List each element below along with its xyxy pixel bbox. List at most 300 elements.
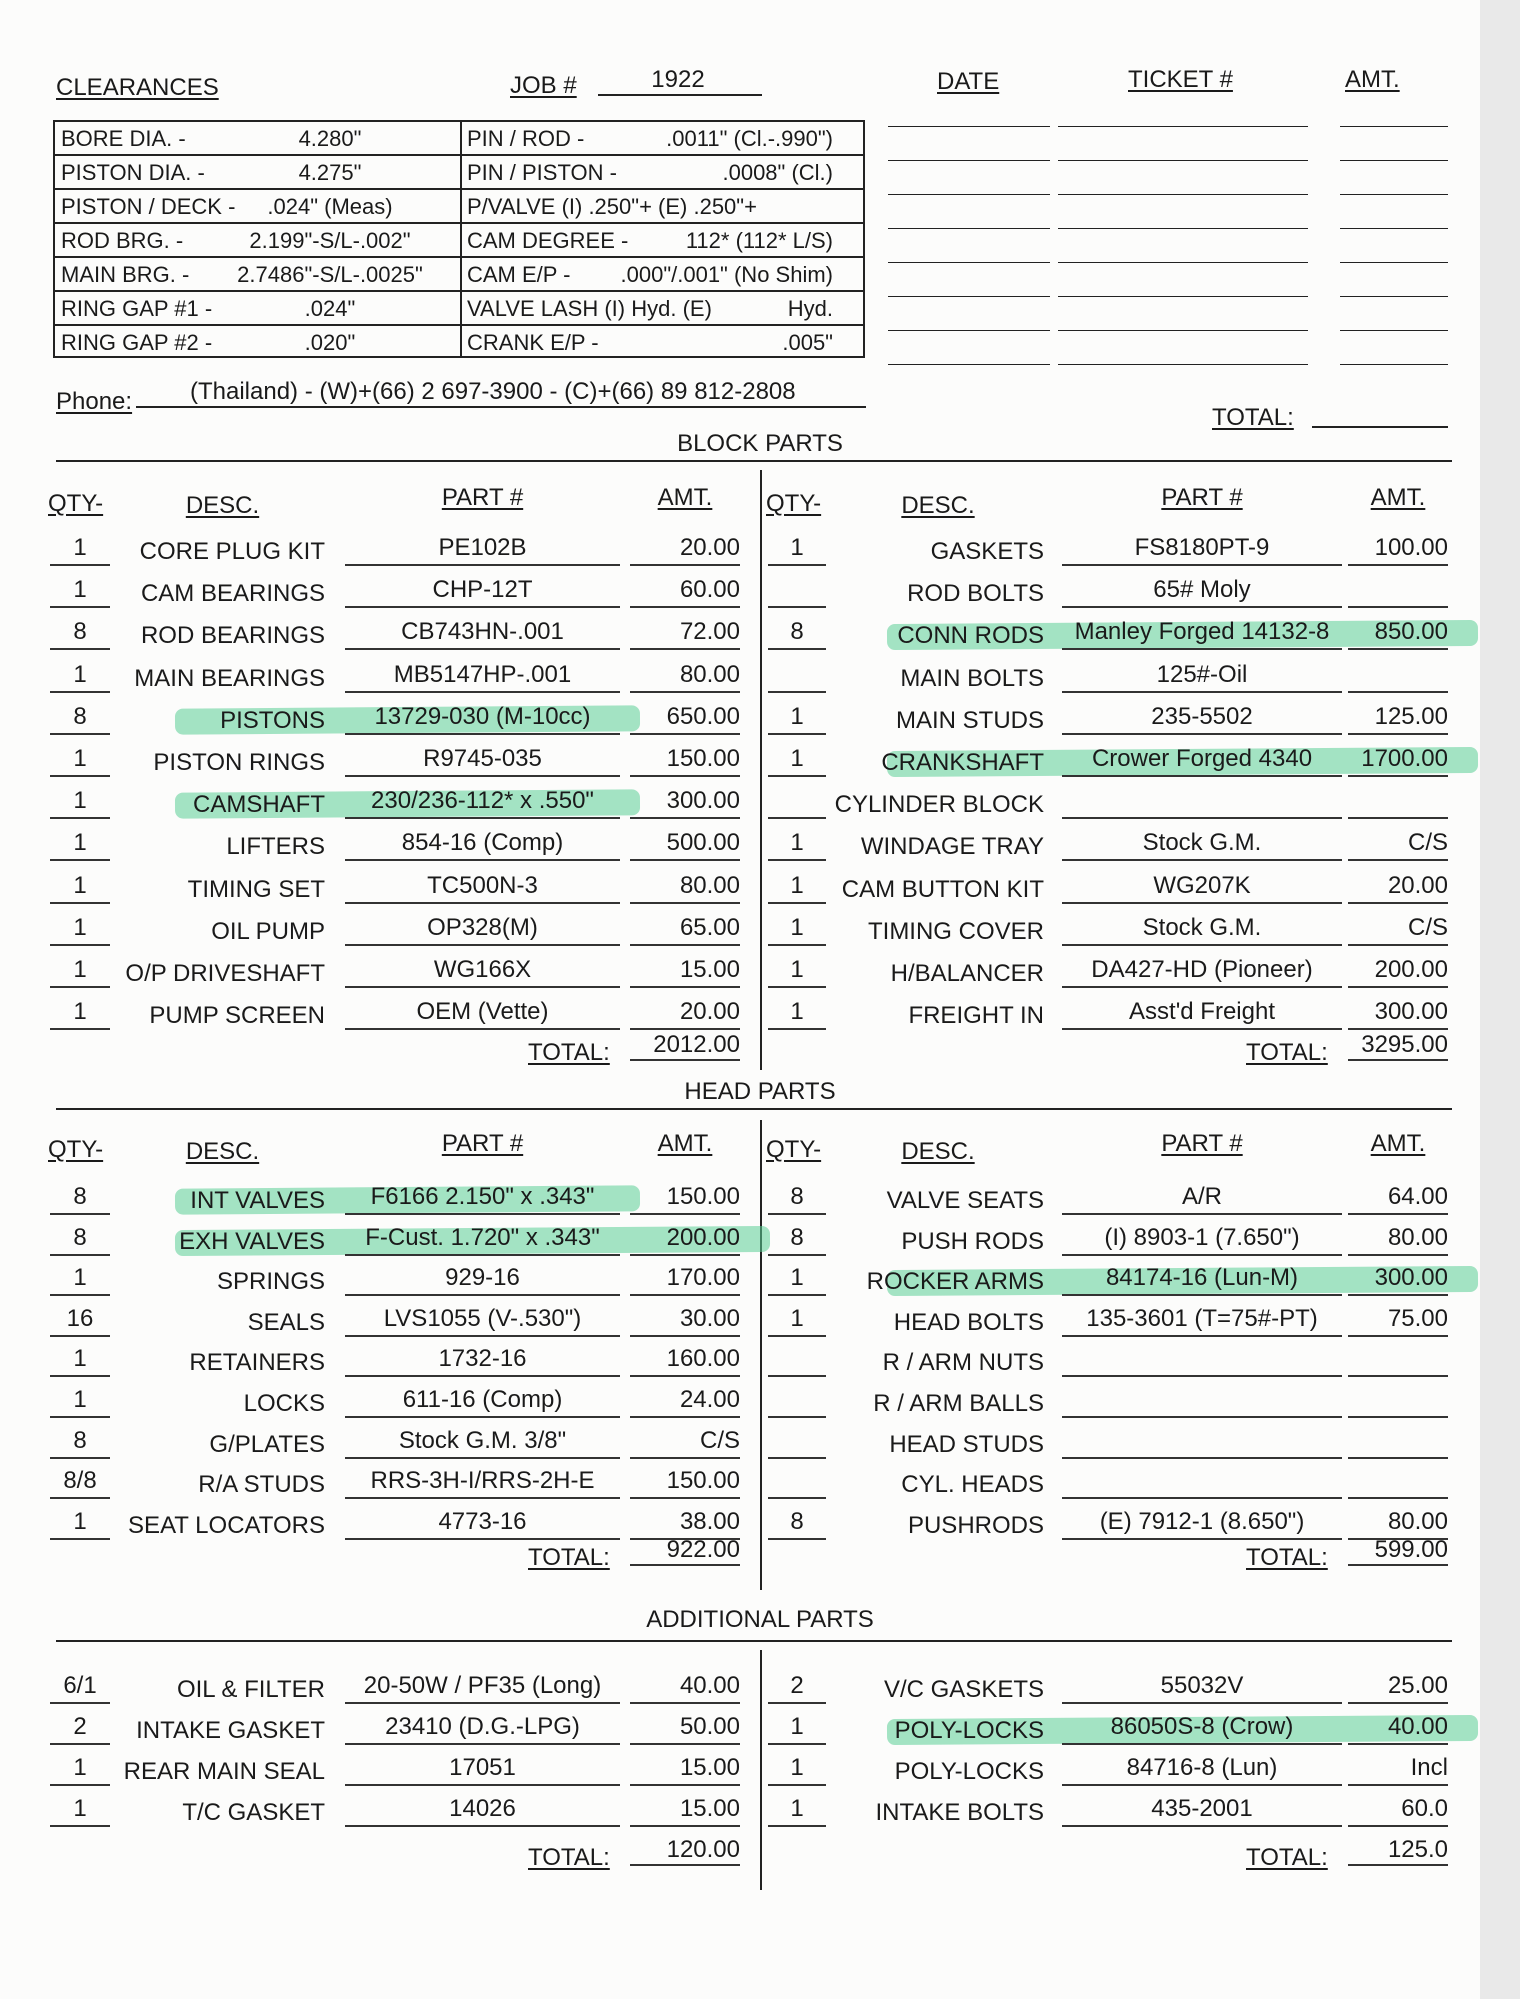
qty-line <box>50 1784 110 1786</box>
part-line <box>345 1335 620 1337</box>
item-desc: VALVE SEATS <box>886 1187 1044 1214</box>
item-part: A/R <box>1181 1183 1222 1210</box>
date-blank-line <box>888 330 1050 331</box>
additional-parts-title: ADDITIONAL PARTS <box>646 1606 874 1633</box>
part-line <box>1062 733 1342 735</box>
date-blank-line <box>888 262 1050 263</box>
item-part: 235-5502 <box>1151 702 1253 730</box>
col-header-qty: QTY- <box>48 1136 104 1163</box>
item-desc: T/C GASKET <box>182 1799 325 1826</box>
item-part: WG207K <box>1153 871 1251 899</box>
item-part: TC500N-3 <box>427 871 538 899</box>
item-desc: POLY-LOCKS <box>894 1758 1044 1785</box>
part-line <box>345 691 620 693</box>
amt-blank-line <box>1340 296 1448 297</box>
amt-line <box>1348 775 1448 777</box>
col-header-qty: QTY- <box>48 490 104 517</box>
amt-line <box>1348 564 1448 566</box>
item-amt: 500.00 <box>666 829 740 857</box>
item-part: OP328(M) <box>427 913 538 941</box>
item-qty: 1 <box>73 956 87 983</box>
item-amt: 150.00 <box>666 745 740 772</box>
clearance-label: RING GAP #1 - <box>61 296 213 321</box>
qty-line <box>50 1294 110 1296</box>
clearance-label: PISTON DIA. - <box>61 160 205 185</box>
item-desc: GASKETS <box>930 538 1044 565</box>
item-amt: 160.00 <box>666 1345 740 1373</box>
item-part: Manley Forged 14132-8 <box>1074 618 1330 646</box>
job-number-line <box>598 94 762 96</box>
col-header-amt: AMT. <box>657 484 713 511</box>
part-line <box>1062 1497 1342 1499</box>
item-amt: 650.00 <box>666 702 740 730</box>
item-desc: INTAKE GASKET <box>136 1717 325 1744</box>
qty-line <box>768 859 826 861</box>
item-qty: 1 <box>790 702 804 730</box>
clearance-label: RING GAP #2 - <box>61 330 213 355</box>
part-line <box>345 859 620 861</box>
item-qty: 1 <box>73 1345 87 1373</box>
amt-line <box>630 1825 740 1827</box>
date-blank-line <box>888 364 1050 365</box>
amt-line <box>630 648 740 650</box>
qty-line <box>768 1457 826 1459</box>
amt-blank-line <box>1340 262 1448 263</box>
qty-line <box>50 564 110 566</box>
item-desc: TIMING SET <box>187 875 325 903</box>
date-blank-line <box>888 228 1050 229</box>
item-desc: CAM BUTTON KIT <box>841 875 1044 903</box>
qty-line <box>50 691 110 693</box>
item-qty: 1 <box>790 1754 804 1781</box>
item-desc: ROCKER ARMS <box>866 1268 1044 1296</box>
item-desc: HEAD BOLTS <box>893 1308 1044 1336</box>
item-qty: 8 <box>790 618 804 646</box>
amt-line <box>1348 1028 1448 1030</box>
amt-line <box>1348 1702 1448 1704</box>
item-part: RRS-3H-I/RRS-2H-E <box>370 1467 595 1495</box>
item-desc: V/C GASKETS <box>883 1676 1044 1703</box>
ticket-blank-line <box>1058 296 1308 297</box>
qty-line <box>768 1702 826 1704</box>
item-part: 23410 (D.G.-LPG) <box>385 1713 580 1740</box>
col-header-desc: DESC. <box>185 492 260 519</box>
column-divider <box>760 1650 762 1890</box>
clearance-value: 4.275" <box>298 160 362 185</box>
amt-line <box>1348 733 1448 735</box>
item-part: (E) 7912-1 (8.650") <box>1099 1507 1305 1535</box>
item-amt: 20.00 <box>679 998 740 1026</box>
amt-line <box>1348 691 1448 693</box>
clearance-value: 4.280" <box>298 126 362 151</box>
item-qty: 1 <box>73 829 87 857</box>
part-line <box>345 1702 620 1704</box>
part-line <box>1062 902 1342 904</box>
item-qty: 1 <box>790 998 804 1026</box>
date-blank-line <box>888 160 1050 161</box>
clearances-table <box>53 120 865 358</box>
item-part: 125#-Oil <box>1156 660 1248 688</box>
part-line <box>1062 944 1342 946</box>
part-line <box>1062 1416 1342 1418</box>
item-desc: MAIN BOLTS <box>900 664 1044 692</box>
amt-line <box>630 1213 740 1215</box>
date-label: DATE <box>937 68 1000 95</box>
item-qty: 1 <box>790 829 804 857</box>
amt-blank-line <box>1340 228 1448 229</box>
part-line <box>345 902 620 904</box>
item-qty: 8 <box>73 618 87 646</box>
col-header-desc: DESC. <box>185 1138 260 1165</box>
amt-label: AMT. <box>1345 66 1400 93</box>
item-qty: 1 <box>790 534 804 561</box>
ticket-blank-line <box>1058 160 1308 161</box>
clearances-divider <box>460 122 462 356</box>
qty-line <box>768 1254 826 1256</box>
clearances-row-rule <box>55 324 863 326</box>
clearance-label: P/VALVE (I) .250"+ (E) .250"+ <box>467 194 757 219</box>
item-qty: 1 <box>790 956 804 983</box>
amt-blank-line <box>1340 364 1448 365</box>
item-desc: G/PLATES <box>209 1430 325 1458</box>
item-qty: 1 <box>73 534 87 561</box>
part-line <box>1062 817 1342 819</box>
amt-line <box>1348 606 1448 608</box>
item-desc: EXH VALVES <box>179 1227 325 1255</box>
item-part: R9745-035 <box>423 745 542 772</box>
item-qty: 1 <box>790 1304 804 1332</box>
part-line <box>1062 1028 1342 1030</box>
amt-line <box>630 1294 740 1296</box>
ticket-blank-line <box>1058 194 1308 195</box>
col-header-qty: QTY- <box>766 1136 822 1163</box>
item-amt: C/S <box>1407 913 1448 941</box>
qty-line <box>768 986 826 988</box>
item-part: 14026 <box>449 1795 516 1822</box>
scan-edge <box>1480 0 1520 1999</box>
part-line <box>1062 1375 1342 1377</box>
part-line <box>345 1375 620 1377</box>
item-qty: 1 <box>73 1386 87 1413</box>
qty-line <box>50 1375 110 1377</box>
clearance-value: Hyd. <box>787 296 833 321</box>
part-line <box>1062 1457 1342 1459</box>
item-amt: 40.00 <box>1387 1713 1448 1740</box>
item-amt: 150.00 <box>666 1183 740 1210</box>
clearance-label: PIN / PISTON - <box>467 160 617 185</box>
item-desc: OIL PUMP <box>211 917 325 945</box>
qty-line <box>768 1497 826 1499</box>
section-total-value: 3295.00 <box>1361 1031 1448 1058</box>
item-qty: 1 <box>73 576 87 604</box>
item-qty: 1 <box>73 913 87 941</box>
clearances-heading: CLEARANCES <box>56 74 219 101</box>
item-desc: SEALS <box>247 1308 325 1336</box>
item-qty: 1 <box>73 745 87 772</box>
clearance-value: 2.199"-S/L-.002" <box>249 228 411 253</box>
item-amt: 200.00 <box>1374 956 1448 983</box>
item-qty: 1 <box>73 1507 87 1535</box>
part-line <box>345 817 620 819</box>
clearance-value: .020" <box>304 330 356 355</box>
part-line <box>1062 1538 1342 1540</box>
qty-line <box>768 1213 826 1215</box>
item-qty: 1 <box>73 1264 87 1292</box>
qty-line <box>768 1416 826 1418</box>
part-line <box>345 1825 620 1827</box>
item-qty: 1 <box>73 660 87 688</box>
ticket-blank-line <box>1058 228 1308 229</box>
part-line <box>1062 986 1342 988</box>
clearance-label: CAM E/P - <box>467 262 571 287</box>
amt-line <box>1348 648 1448 650</box>
item-desc: R/A STUDS <box>198 1471 325 1499</box>
part-line <box>1062 859 1342 861</box>
part-line <box>345 1416 620 1418</box>
part-line <box>1062 1743 1342 1745</box>
part-line <box>1062 1254 1342 1256</box>
section-total-label: TOTAL: <box>1246 1544 1328 1571</box>
amt-line <box>1348 986 1448 988</box>
part-line <box>1062 606 1342 608</box>
item-qty: 8/8 <box>63 1467 97 1495</box>
qty-line <box>768 564 826 566</box>
clearance-label: PISTON / DECK - <box>61 194 236 219</box>
amt-line <box>630 691 740 693</box>
amt-line <box>1348 1497 1448 1499</box>
section-rule <box>56 460 1452 462</box>
item-part: Stock G.M. <box>1142 829 1262 857</box>
section-total-label: TOTAL: <box>528 1544 610 1571</box>
col-header-part: PART # <box>1161 484 1243 511</box>
item-qty: 16 <box>66 1304 94 1332</box>
item-desc: ROD BEARINGS <box>140 622 325 650</box>
item-amt: 72.00 <box>679 618 740 646</box>
qty-line <box>50 1702 110 1704</box>
part-line <box>345 1254 620 1256</box>
part-line <box>1062 1825 1342 1827</box>
item-part: 4773-16 <box>438 1507 527 1535</box>
date-blank-line <box>888 126 1050 127</box>
total-line <box>1348 1564 1448 1566</box>
amt-line <box>630 1416 740 1418</box>
section-total-label: TOTAL: <box>1246 1039 1328 1066</box>
qty-line <box>50 1743 110 1745</box>
item-part: LVS1055 (V-.530") <box>383 1304 582 1332</box>
item-desc: PUSH RODS <box>901 1227 1044 1255</box>
amt-line <box>1348 1254 1448 1256</box>
section-rule <box>56 1640 1452 1642</box>
item-desc: R / ARM NUTS <box>882 1349 1044 1377</box>
item-part: 611-16 (Comp) <box>402 1386 563 1413</box>
qty-line <box>50 1335 110 1337</box>
item-desc: TIMING COVER <box>867 917 1044 945</box>
item-qty: 1 <box>790 1713 804 1740</box>
clearances-row-rule <box>55 256 863 258</box>
item-desc: LOCKS <box>243 1390 325 1417</box>
item-amt: 80.00 <box>1387 1507 1448 1535</box>
amt-line <box>630 859 740 861</box>
item-part: 435-2001 <box>1151 1795 1253 1822</box>
item-part: 929-16 <box>445 1264 520 1292</box>
item-amt: 200.00 <box>666 1223 740 1251</box>
item-amt: 125.00 <box>1374 702 1448 730</box>
amt-line <box>1348 1416 1448 1418</box>
item-desc: SEAT LOCATORS <box>128 1511 325 1539</box>
item-part: 84174-16 (Lun-M) <box>1105 1264 1299 1292</box>
part-line <box>345 1497 620 1499</box>
clearance-label: VALVE LASH (I) Hyd. (E) <box>467 296 712 321</box>
qty-line <box>768 606 826 608</box>
item-part: 854-16 (Comp) <box>401 829 564 857</box>
item-amt: C/S <box>699 1426 740 1454</box>
item-amt: 1700.00 <box>1361 745 1448 772</box>
item-amt: 50.00 <box>679 1713 740 1740</box>
item-part: OEM (Vette) <box>416 998 549 1026</box>
amt-line <box>630 1335 740 1337</box>
qty-line <box>50 733 110 735</box>
item-desc: CYL. HEADS <box>901 1471 1044 1499</box>
amt-line <box>630 606 740 608</box>
item-qty: 8 <box>73 1223 87 1251</box>
item-amt: C/S <box>1407 829 1448 857</box>
amt-line <box>630 944 740 946</box>
section-total-value: 125.0 <box>1387 1836 1448 1863</box>
item-qty: 1 <box>790 1264 804 1292</box>
item-desc: CYLINDER BLOCK <box>834 791 1044 819</box>
item-qty: 1 <box>790 1795 804 1822</box>
part-line <box>345 944 620 946</box>
amt-line <box>630 1375 740 1377</box>
ticket-blank-line <box>1058 364 1308 365</box>
amt-line <box>630 1028 740 1030</box>
total-line <box>1348 1059 1448 1061</box>
part-line <box>345 564 620 566</box>
qty-line <box>768 1825 826 1827</box>
item-part: 20-50W / PF35 (Long) <box>363 1672 602 1699</box>
column-divider <box>760 1120 762 1590</box>
item-part: FS8180PT-9 <box>1134 534 1270 561</box>
amt-line <box>1348 1457 1448 1459</box>
amt-line <box>1348 1825 1448 1827</box>
item-desc: HEAD STUDS <box>889 1430 1044 1458</box>
item-part: Asst'd Freight <box>1129 998 1275 1026</box>
item-part: 13729-030 (M-10cc) <box>374 702 591 730</box>
clearances-row-rule <box>55 222 863 224</box>
item-amt: 15.00 <box>679 956 740 983</box>
amt-line <box>630 817 740 819</box>
item-part: 135-3601 (T=75#-PT) <box>1086 1304 1318 1332</box>
item-amt: 80.00 <box>679 660 740 688</box>
item-desc: RETAINERS <box>189 1349 325 1377</box>
col-header-desc: DESC. <box>901 1138 975 1165</box>
item-amt: 30.00 <box>679 1304 740 1332</box>
total-line <box>630 1564 740 1566</box>
amt-line <box>1348 1743 1448 1745</box>
total-line <box>630 1059 740 1061</box>
clearance-value: .0011" (Cl.-.990") <box>666 126 833 151</box>
clearance-label: MAIN BRG. - <box>61 262 190 287</box>
column-divider <box>760 470 762 1070</box>
item-desc: LIFTERS <box>226 833 325 861</box>
item-amt: 80.00 <box>1387 1223 1448 1251</box>
section-total-label: TOTAL: <box>528 1039 610 1066</box>
item-desc: MAIN STUDS <box>895 706 1044 734</box>
amt-line <box>630 564 740 566</box>
qty-line <box>768 648 826 650</box>
item-qty: 8 <box>73 702 87 730</box>
section-total-value: 599.00 <box>1374 1536 1448 1563</box>
amt-line <box>1348 1213 1448 1215</box>
date-blank-line <box>888 194 1050 195</box>
amt-blank-line <box>1340 160 1448 161</box>
col-header-part: PART # <box>1161 1130 1243 1157</box>
clearances-row-rule <box>55 290 863 292</box>
amt-line <box>1348 1335 1448 1337</box>
col-header-part: PART # <box>441 484 524 511</box>
item-desc: FREIGHT IN <box>908 1002 1044 1030</box>
qty-line <box>50 606 110 608</box>
part-line <box>1062 691 1342 693</box>
item-amt: 60.0 <box>1401 1795 1448 1822</box>
qty-line <box>768 1028 826 1030</box>
total-line <box>1348 1864 1448 1866</box>
item-part: 65# Moly <box>1153 576 1251 604</box>
qty-line <box>50 1416 110 1418</box>
clearance-value: .000"/.001" (No Shim) <box>620 262 833 287</box>
item-amt: 150.00 <box>666 1467 740 1495</box>
part-line <box>345 606 620 608</box>
qty-line <box>768 1335 826 1337</box>
ticket-blank-line <box>1058 330 1308 331</box>
amt-line <box>1348 1375 1448 1377</box>
clearance-value: 112* (112* L/S) <box>685 228 833 253</box>
amt-line <box>1348 1294 1448 1296</box>
item-amt: 80.00 <box>679 871 740 899</box>
amt-line <box>1348 859 1448 861</box>
part-line <box>345 775 620 777</box>
item-amt: 100.00 <box>1374 534 1448 561</box>
clearance-label: BORE DIA. - <box>61 126 186 151</box>
item-desc: O/P DRIVESHAFT <box>125 960 325 987</box>
clearance-value: .0008" (Cl.) <box>722 160 833 185</box>
amt-line <box>630 1457 740 1459</box>
item-amt: 38.00 <box>679 1507 740 1535</box>
qty-line <box>768 733 826 735</box>
amt-line <box>630 1254 740 1256</box>
qty-line <box>50 1497 110 1499</box>
qty-line <box>50 1825 110 1827</box>
item-amt: 64.00 <box>1387 1183 1448 1210</box>
amt-blank-line <box>1340 330 1448 331</box>
amt-blank-line <box>1340 194 1448 195</box>
part-line <box>345 648 620 650</box>
item-part: 86050S-8 (Crow) <box>1110 1713 1294 1740</box>
part-line <box>1062 1213 1342 1215</box>
clearances-row-rule <box>55 188 863 190</box>
qty-line <box>768 1743 826 1745</box>
part-line <box>1062 564 1342 566</box>
qty-line <box>50 944 110 946</box>
ledger-total-line <box>1312 426 1448 428</box>
amt-line <box>630 1702 740 1704</box>
item-part: 55032V <box>1160 1672 1244 1699</box>
item-desc: H/BALANCER <box>890 960 1044 987</box>
item-qty: 1 <box>790 913 804 941</box>
item-qty: 8 <box>73 1426 87 1454</box>
qty-line <box>50 775 110 777</box>
amt-line <box>630 986 740 988</box>
